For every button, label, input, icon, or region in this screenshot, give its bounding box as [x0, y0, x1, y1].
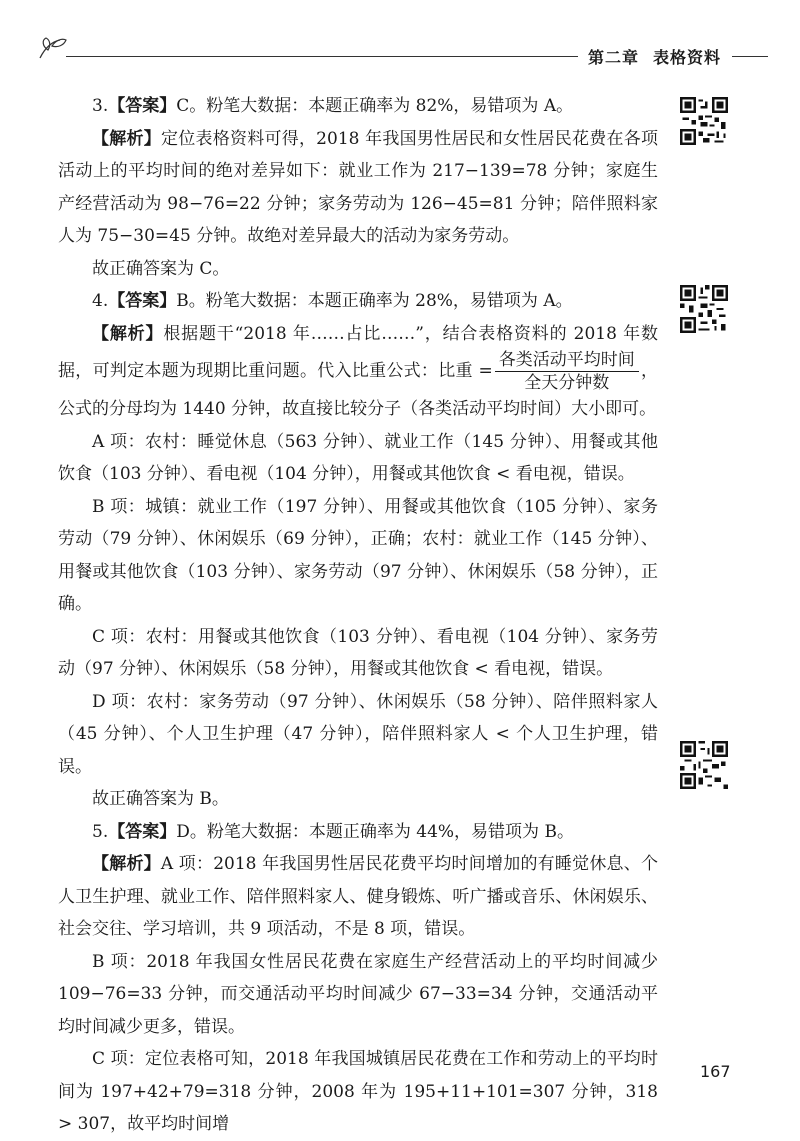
formula-numerator: 各类活动平均时间 — [495, 350, 639, 372]
page-number: 167 — [700, 1062, 731, 1081]
chapter-section: 表格资料 — [653, 48, 722, 67]
formula-denominator: 全天分钟数 — [524, 373, 610, 393]
chapter-number: 第二章 — [588, 48, 640, 67]
q3-answer-line — [58, 90, 658, 123]
ratio-formula — [495, 350, 639, 393]
q5-answer-text: D。粉笔大数据：本题正确率为 44%，易错项为 B。 — [176, 821, 574, 842]
q4-number: 4. — [92, 291, 109, 311]
q4-answer-line — [58, 285, 658, 318]
q4-analysis-text-after: ，公式的分母均为 1440 分钟，故直接比较分子（各类活动平均时间）大小即可。 — [58, 361, 659, 419]
q5-analysis-tag: 【解析】 — [92, 854, 161, 874]
q4-analysis — [58, 318, 658, 426]
chapter-title — [588, 45, 721, 68]
leaf-icon — [38, 36, 68, 62]
q3-answer-text: C。粉笔大数据：本题正确率为 82%，易错项为 A。 — [176, 96, 574, 116]
q4-option-a: A 项：农村：睡觉休息（563 分钟）、就业工作（145 分钟）、用餐或其他饮食（103 分钟）、看电视（104 分钟），用餐或其他饮食 < 看电视，错误。 — [58, 431, 658, 484]
q4-analysis-text-before: 根据题干“2018 年……占比……”，结合表格资料的 2018 年数据，可判定本题为现期比重问题。代入比重公式：比重 = — [58, 323, 658, 381]
q4-conclusion: 故正确答案为 B。 — [92, 789, 229, 809]
q5-answer-tag: 【答案】 — [108, 821, 177, 842]
q5-option-b: B 项：2018 年我国女性居民花费在家庭生产经营活动上的平均时间减少 109−76=33 分钟，而交通活动平均时间减少 67−33=34 分钟，交通活动平均时间减少更多，错误。 — [58, 951, 658, 1037]
answer-explanations — [58, 90, 658, 1141]
q4-analysis-tag: 【解析】 — [92, 323, 164, 344]
q4-answer-tag: 【答案】 — [108, 291, 177, 311]
header-rule-right — [732, 56, 768, 57]
q5-answer-line — [58, 816, 658, 849]
qr-code-icon[interactable] — [680, 285, 728, 333]
q4-option-d: D 项：农村：家务劳动（97 分钟）、休闲娱乐（58 分钟）、陪伴照料家人（45 分钟）、个人卫生护理（47 分钟），陪伴照料家人 < 个人卫生护理，错误。 — [58, 691, 658, 777]
q3-analysis — [58, 123, 658, 253]
q5-analysis-text: A 项：2018 年我国男性居民花费平均时间增加的有睡觉休息、个人卫生护理、就业工作、陪伴照料家人、健身锻炼、听广播或音乐、休闲娱乐、社会交往、学习培训，共 9 项活动，不是 8 项，错误。 — [58, 854, 658, 939]
q5-analysis — [58, 848, 658, 946]
header-rule — [66, 56, 578, 57]
q4-option-c: C 项：农村：用餐或其他饮食（103 分钟）、看电视（104 分钟）、家务劳动（97 分钟）、休闲娱乐（58 分钟），用餐或其他饮食 < 看电视，错误。 — [58, 626, 658, 679]
q4-option-b: B 项：城镇：就业工作（197 分钟）、用餐或其他饮食（105 分钟）、家务劳动（79 分钟）、休闲娱乐（69 分钟），正确；农村：就业工作（145 分钟）、用餐或其他饮食（103 分钟）、家务劳动（97 分钟）、休闲娱乐（58 分钟），正确。 — [58, 496, 658, 614]
q5-number: 5. — [92, 821, 109, 842]
q5-option-c: C 项：定位表格可知，2018 年我国城镇居民花费在工作和劳动上的平均时间为 197+42+79=318 分钟，2008 年为 195+11+101=307 分钟，318 > 307，故平均时间增 — [58, 1049, 658, 1134]
qr-code-icon[interactable] — [680, 97, 728, 145]
q3-analysis-tag: 【解析】 — [92, 128, 161, 149]
q3-conclusion: 故正确答案为 C。 — [92, 258, 230, 279]
q3-number: 3. — [92, 96, 109, 116]
page-header — [0, 0, 800, 70]
q4-answer-text: B。粉笔大数据：本题正确率为 28%，易错项为 A。 — [176, 291, 573, 311]
q3-answer-tag: 【答案】 — [108, 96, 177, 116]
qr-code-icon[interactable] — [680, 741, 728, 789]
q3-analysis-text: 定位表格资料可得，2018 年我国男性居民和女性居民花费在各项活动上的平均时间的绝对差异如下：就业工作为 217−139=78 分钟；家庭生产经营活动为 98−76=22 分钟；家务劳动为 126−45=81 分钟；陪伴照料家人为 75−30=45 分钟。故绝对差异最大的活动为家务劳动。 — [58, 128, 659, 246]
